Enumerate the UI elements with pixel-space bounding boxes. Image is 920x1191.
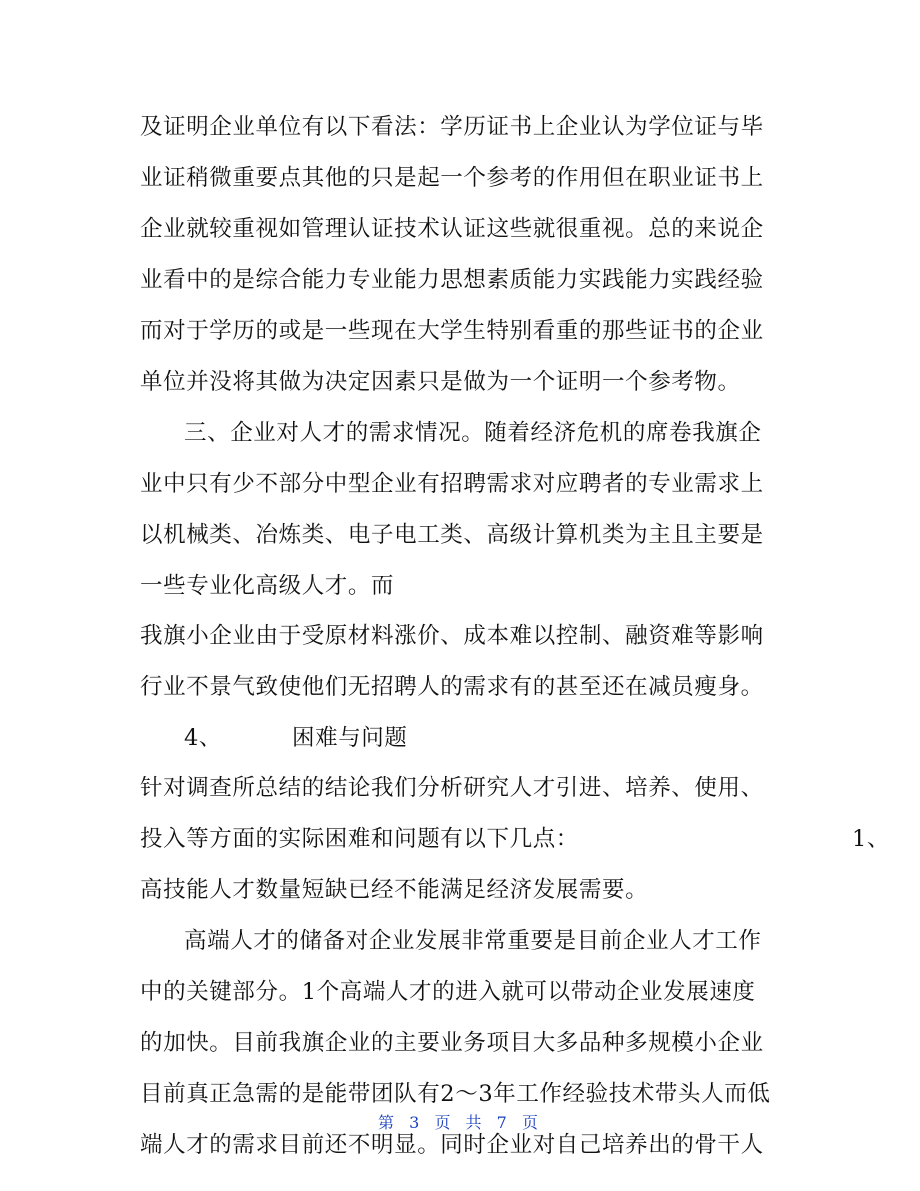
paragraph-line: 我旗小企业由于受原材料涨价、成本难以控制、融资难等影响	[140, 623, 764, 649]
paragraph-line: 单位并没将其做为决定因素只是做为一个证明一个参考物。	[140, 369, 741, 395]
paragraph-line: 一些专业化高级人才。而	[140, 573, 395, 599]
paragraph-line: 业中只有少不部分中型企业有招聘需求对应聘者的专业需求上	[140, 471, 764, 497]
paragraph-line: 高技能人才数量短缺已经不能满足经济发展需要。	[140, 877, 649, 903]
footer-total-pages: 7	[496, 1113, 511, 1132]
paragraph-text: 投入等方面的实际困难和问题有以下几点：	[140, 826, 579, 852]
paragraph-line: 端人才的需求目前还不明显。同时企业对自己培养出的骨干人	[140, 1132, 764, 1158]
footer-ye: 页	[521, 1113, 542, 1132]
paragraph-line: 以机械类、冶炼类、电子电工类、高级计算机类为主且主要是	[140, 522, 764, 548]
footer-page-number: 3	[409, 1113, 424, 1132]
footer-ye: 页	[434, 1113, 455, 1132]
section-heading: 困难与问题	[292, 725, 408, 751]
paragraph-line: 及证明企业单位有以下看法：学历证书上企业认为学位证与毕	[140, 114, 764, 140]
paragraph-line: 业证稍微重要点其他的只是起一个参考的作用但在职业证书上	[140, 165, 764, 191]
paragraph-line: 企业就较重视如管理认证技术认证这些就很重视。总的来说企	[140, 216, 764, 242]
paragraph-line	[140, 824, 891, 854]
paragraph-line: 目前真正急需的是能带团队有2～3年工作经验技术带头人而低	[140, 1081, 771, 1107]
paragraph-line: 针对调查所总结的结论我们分析研究人才引进、培养、使用、	[140, 775, 764, 801]
paragraph-line: 三、企业对人才的需求情况。随着经济危机的席卷我旗企	[184, 420, 762, 446]
list-number: 1、	[852, 826, 891, 852]
paragraph-line: 业看中的是综合能力专业能力思想素质能力实践能力实践经验	[140, 267, 764, 293]
paragraph-line: 而对于学历的或是一些现在大学生特别看重的那些证书的企业	[140, 318, 764, 344]
paragraph-line: 高端人才的储备对企业发展非常重要是目前企业人才工作	[184, 928, 762, 954]
paragraph-line: 行业不景气致使他们无招聘人的需求有的甚至还在减员瘦身。	[140, 674, 764, 700]
paragraph-line: 的加快。目前我旗企业的主要业务项目大多品种多规模小企业	[140, 1030, 764, 1056]
section-number: 4、	[184, 725, 223, 751]
footer-di: 第	[378, 1113, 399, 1132]
paragraph-line: 中的关键部分。1个高端人才的进入就可以带动企业发展速度	[140, 979, 756, 1005]
footer-gong: 共	[465, 1113, 486, 1132]
page-footer	[0, 1110, 920, 1133]
